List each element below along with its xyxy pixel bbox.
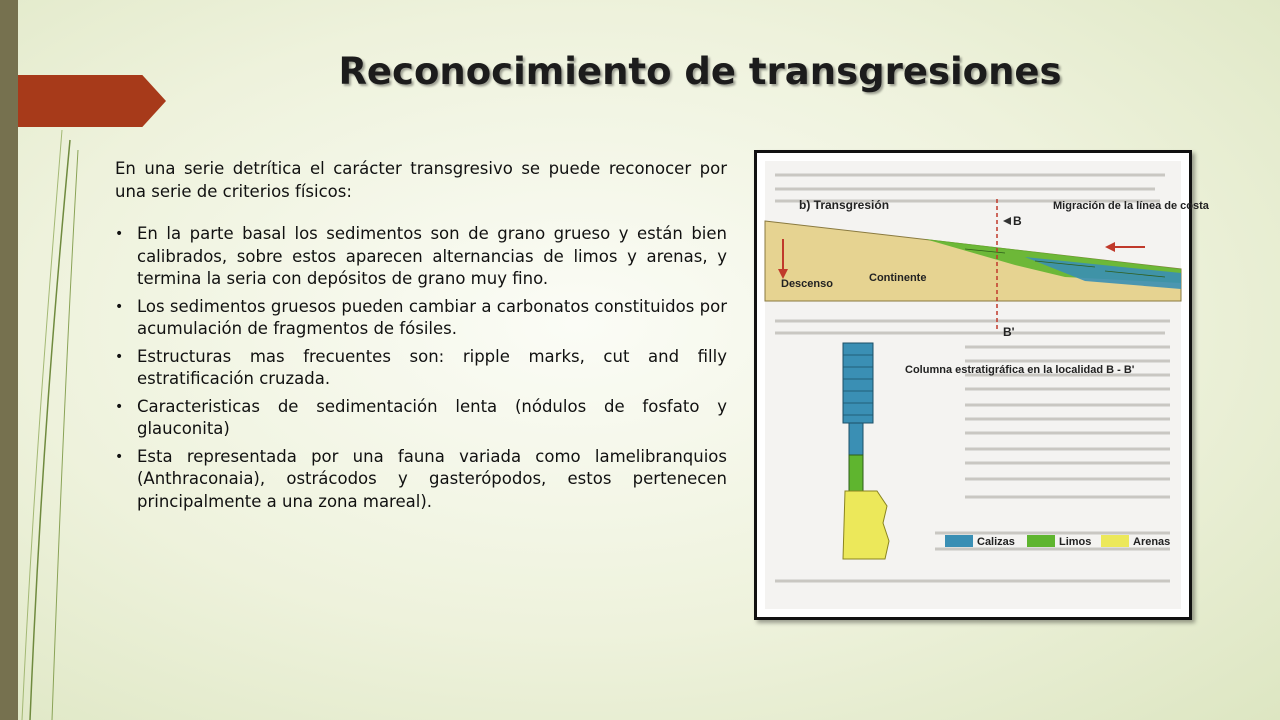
bullet-text: • Esta representada por una fauna variada como lamelibranquios (Anthraconaia), ostrácodos y gasterópodos, estos pertenecen principalmente a una zona mareal). xyxy=(137,446,727,511)
body-text xyxy=(115,158,727,518)
transgression-diagram xyxy=(765,161,1209,609)
bullet-text: • En la parte basal los sedimentos son de grano grueso y están bien calibrados, sobre estos aparecen alternancias de limos y arenas, y termina la seria con depósitos de grano muy fino. xyxy=(137,224,727,288)
bullet-item xyxy=(115,346,727,391)
bullet-item xyxy=(115,223,727,291)
bullet-text: • Estructuras mas frecuentes son: ripple marks, cut and filly estratificación cruzada. xyxy=(137,346,727,388)
figure-header: b) Transgresión xyxy=(799,198,890,212)
bullet-list xyxy=(115,223,727,513)
bullet-item xyxy=(115,396,727,441)
transgression-figure xyxy=(765,161,1209,609)
bullet-item xyxy=(115,446,727,514)
label-b: B xyxy=(1013,214,1022,228)
figure-frame xyxy=(754,150,1209,620)
slide-title: Reconocimiento de transgresiones xyxy=(338,50,1062,93)
continente-label: Continente xyxy=(869,272,927,284)
descenso-label: Descenso xyxy=(781,278,833,290)
bullet-text: • Caracteristicas de sedimentación lenta (nódulos de fosfato y glauconita) xyxy=(137,396,727,438)
legend-arenas: Arenas xyxy=(1133,536,1171,548)
column-label: Columna estratigráfica en la localidad B - B' xyxy=(905,364,1135,376)
title-accent-tab xyxy=(18,75,166,127)
intro-paragraph: En una serie detrítica el carácter transgresivo se puede reconocer por una serie de criterios físicos: xyxy=(115,159,727,201)
legend-calizas: Calizas xyxy=(977,536,1015,548)
bullet-item xyxy=(115,296,727,341)
bullet-text: • Los sedimentos gruesos pueden cambiar a carbonatos constituidos por acumulación de fragmentos de fósiles. xyxy=(137,296,727,338)
legend-limos: Limos xyxy=(1059,536,1092,548)
migration-label: Migración de la línea de costa xyxy=(1053,200,1209,212)
label-b-prime: B' xyxy=(1003,325,1015,339)
